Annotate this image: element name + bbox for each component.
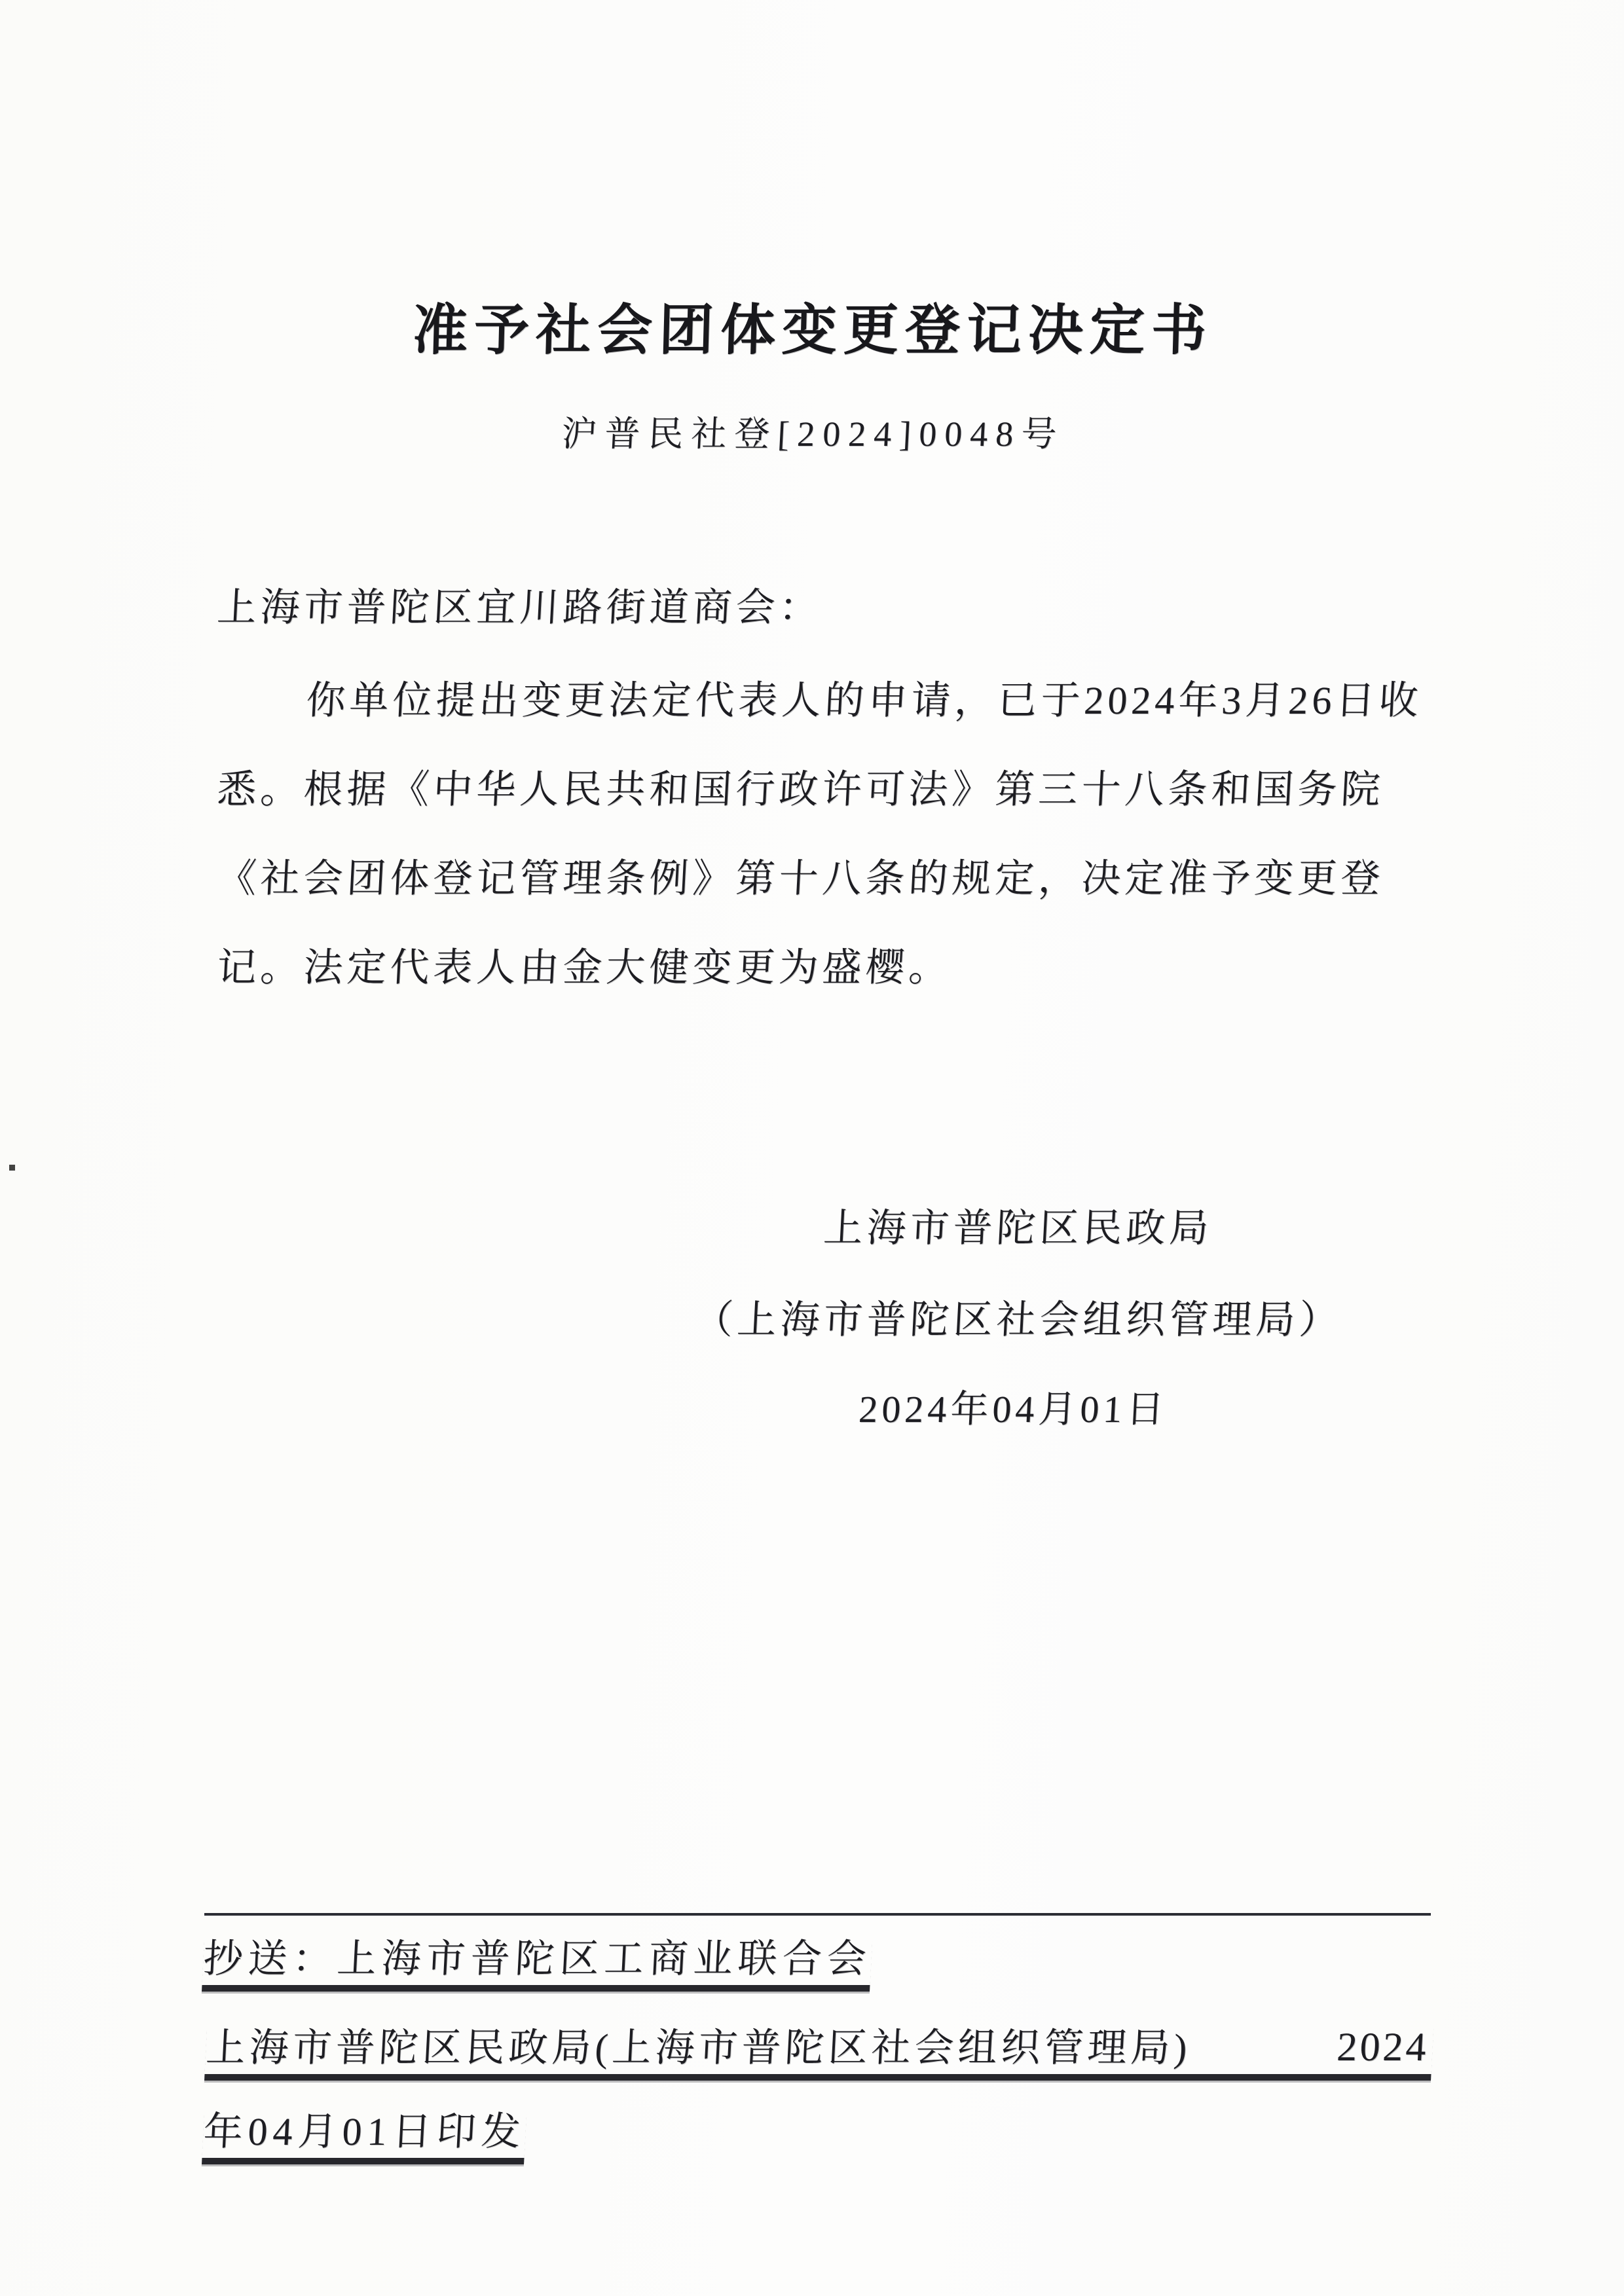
imprint-year: 2024 <box>1335 2025 1430 2069</box>
body-line: 《社会团体登记管理条例》第十八条的规定，决定准予变更登 <box>215 857 1386 900</box>
imprint-date-line: 年04月01日印发 <box>202 2112 526 2164</box>
body-line: 你单位提出变更法定代表人的申请，已于2024年3月26日收 <box>304 679 1424 722</box>
body-line: 悉。根据《中华人民共和国行政许可法》第三十八条和国务院 <box>215 768 1386 811</box>
issuing-authority-alternate: （上海市普陀区社会组织管理局） <box>692 1298 1344 1341</box>
addressee-line: 上海市普陀区宜川路街道商会： <box>215 586 824 629</box>
issuing-authority: 上海市普陀区民政局 <box>822 1207 1214 1250</box>
body-line: 记。法定代表人由金大健变更为盛樱。 <box>215 946 953 989</box>
imprint-issuer: 上海市普陀区民政局(上海市普陀区社会组织管理局) <box>204 2026 1192 2069</box>
decision-date: 2024年04月01日 <box>857 1388 1170 1430</box>
imprint-line <box>204 2027 1433 2081</box>
document-number: 沪普民社登[2024]0048号 <box>560 414 1065 454</box>
scan-artifact-dot <box>9 1165 15 1171</box>
cc-line: 抄送：上海市普陀区工商业联合会 <box>202 1939 872 1992</box>
footer-divider <box>204 1913 1431 1916</box>
document-title: 准予社会团体变更登记决定书 <box>411 301 1214 361</box>
